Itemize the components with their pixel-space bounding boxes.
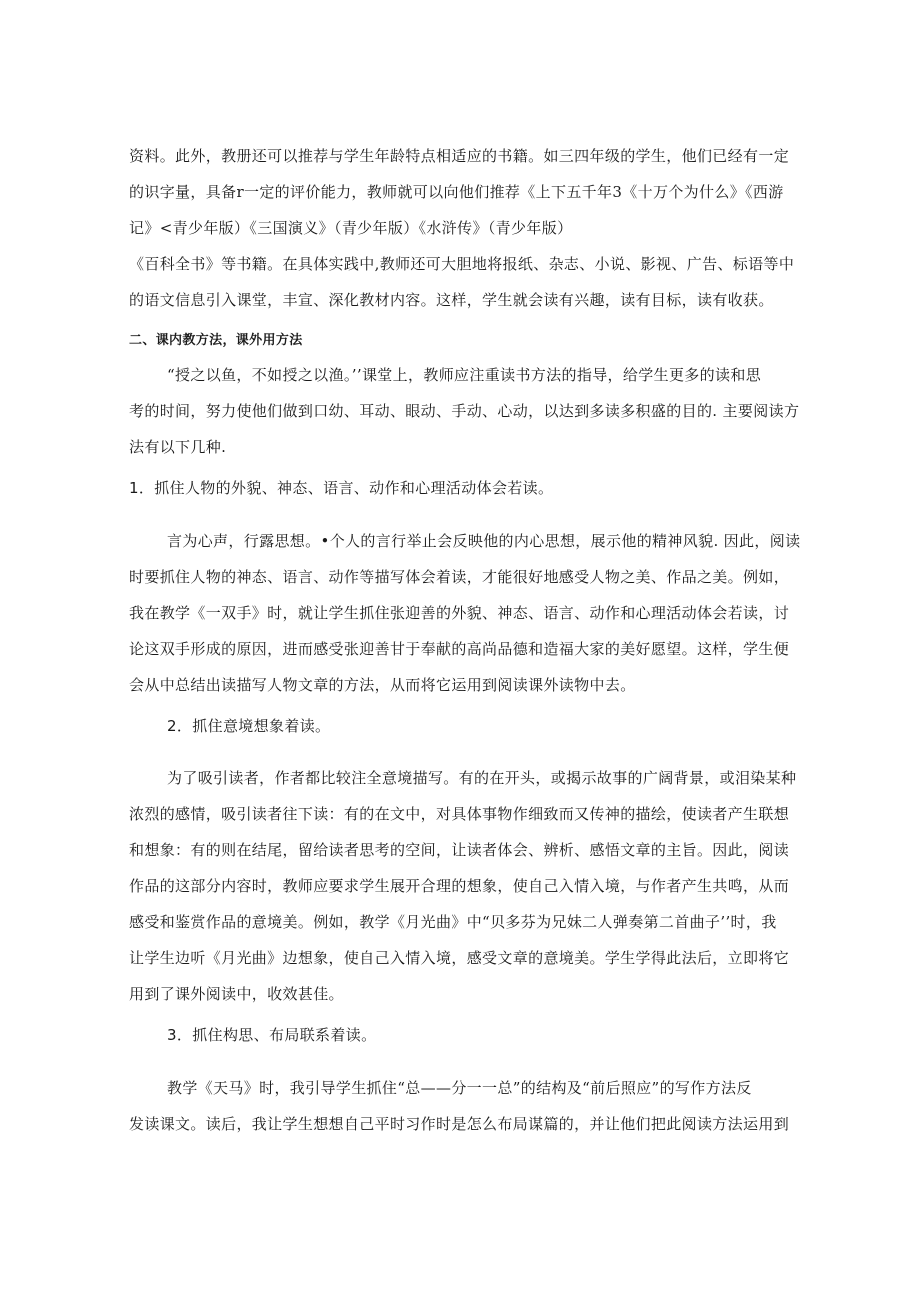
body-text-line: 浓烈的感情，吸引读者往下读：有的在文中，对具体事物作细致而又传神的描绘，使读者产生联想 <box>129 805 790 823</box>
body-text-line: 《百科全书》等书籍。在具体实践中,教师还可大胆地将报纸、杂志、小说、影视、广告、标语等中 <box>129 255 795 273</box>
section-heading: 二、课内教方法，课外用方法 <box>129 333 303 348</box>
body-text-line: 的语文信息引入课堂，丰宣、深化教材内容。这样，学生就会读有兴趣，读有目标，读有收获。 <box>129 291 774 309</box>
body-text-line: 作品的这部分内容时，教师应要求学生展开合理的想象，使自己入情入境，与作者产生共鸣，从而 <box>129 877 790 895</box>
subheading-1: 1．抓住人物的外貌、神态、语言、动作和心理活动体会若读。 <box>129 479 554 497</box>
body-text-line: 和想象：有的则在结尾，留给读者思考的空间，让读者体会、辨析、感悟文章的主旨。因此，阅读 <box>129 841 790 859</box>
body-text-line: 感受和鉴赏作品的意境美。例如，教学《月光曲》中“贝多芬为兄妹二人弹奏第二首曲子’’时，我 <box>129 913 777 931</box>
body-text-line: 资料。此外，教册还可以推荐与学生年龄特点相适应的书籍。如三四年级的学生，他们已经有一定 <box>129 147 790 165</box>
body-text-line: 让学生边听《月光曲》边想象，使自己入情入境，感受文章的意境美。学生学得此法后，立即将它 <box>129 949 790 967</box>
body-text-line: 考的时间，努力使他们做到口幼、耳动、眼动、手动、心动，以达到多读多积盛的目的. 主要阅读方 <box>129 402 800 420</box>
body-text-line: 会从中总结出读描写人物文章的方法，从而将它运用到阅读课外读物中去。 <box>129 676 636 694</box>
body-text-line: 论这双手形成的原因，进而感受张迎善甘于奉献的高尚品德和造福大家的美好愿望。这样，学生便 <box>129 640 790 658</box>
body-text-line: 时要抓住人物的神态、语言、动作等描写体会着读，才能很好地感受人物之美、作品之美。例如， <box>129 568 790 586</box>
body-text-line: 为了吸引读者，作者都比较注全意境描写。有的在开头，或揭示故事的广阔背景，或泪染某种 <box>167 769 797 787</box>
body-text-line: 我在教学《一双手》时，就让学生抓住张迎善的外貌、神态、语言、动作和心理活动体会若读，讨 <box>129 604 790 622</box>
body-text-line: 记》<青少年版）《三国演义》（青少年版）《水浒传》（青少年版） <box>129 219 573 237</box>
body-text-line: “授之以鱼，不如授之以渔。’’课堂上，教师应注重读书方法的指导，给学生更多的读和思 <box>167 366 762 384</box>
body-text-line: 教学《天马》时，我引导学生抓住“总——分一一总”的结构及“前后照应”的写作方法反 <box>167 1079 752 1097</box>
body-text-line: 法有以下几种. <box>129 438 227 456</box>
body-text-line: 发读课文。读后，我让学生想想自己平时习作时是怎么布局谋篇的，并让他们把此阅读方法运用到 <box>129 1115 790 1133</box>
subheading-2: 2．抓住意境想象着读。 <box>167 717 331 735</box>
body-text-line: 用到了课外阅读中，收效甚佳。 <box>129 985 344 1003</box>
body-text-line: 的识字量，具备r一定的评价能力，教师就可以向他们推荐《上下五千年3《十万个为什么》《西游 <box>129 183 784 201</box>
body-text-line: 言为心声，行露思想。•个人的言行举止会反映他的内心思想，展示他的精神风貌. 因此，阅读 <box>167 532 801 550</box>
subheading-3: 3．抓住构思、布局联系着读。 <box>167 1026 377 1044</box>
